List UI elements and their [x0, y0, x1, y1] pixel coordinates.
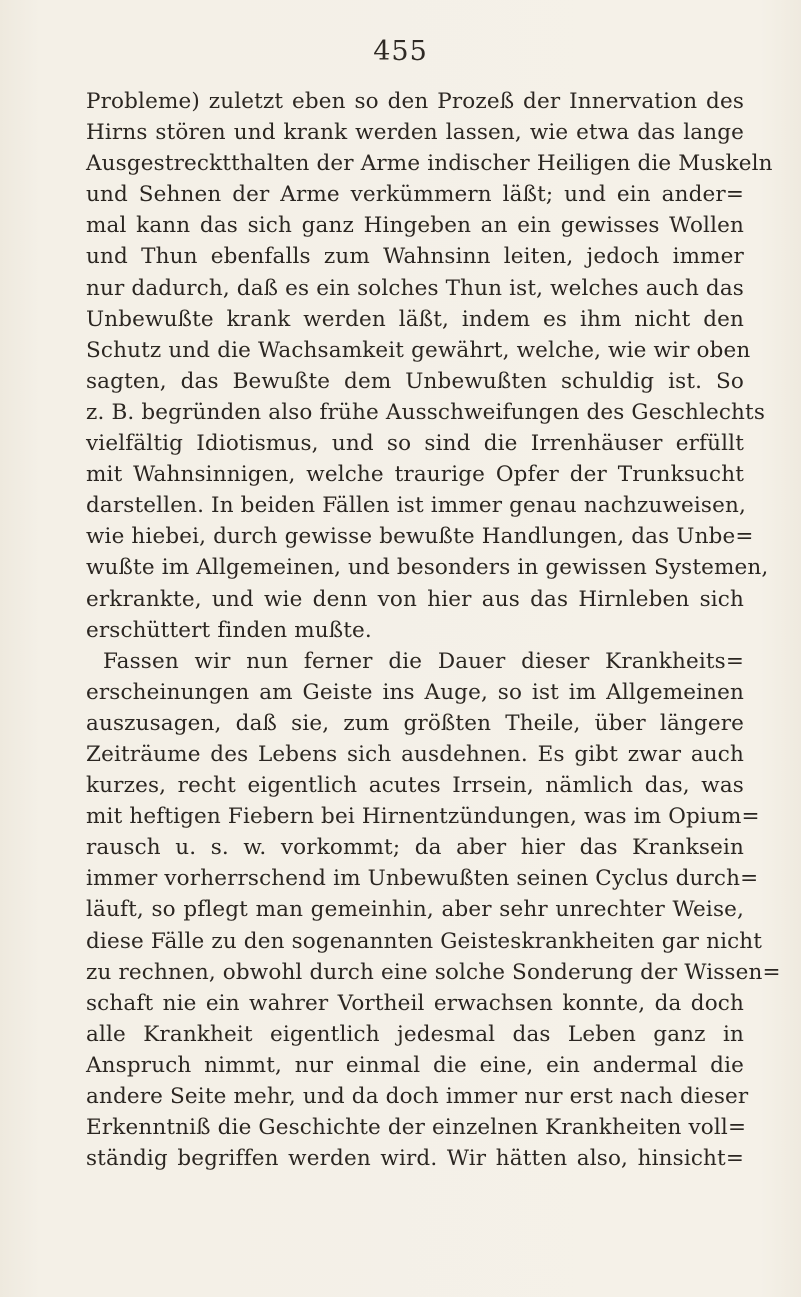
text-line: und Sehnen der Arme verkümmern läßt; und ein ander= — [86, 182, 744, 208]
text-line: auszusagen, daß sie, zum größten Theile, über längere — [86, 710, 744, 736]
page-number: 455 — [373, 36, 428, 67]
text-line: Probleme) zuletzt eben so den Prozeß der Innervation des — [86, 89, 744, 114]
text-line: wußte im Allgemeinen, und besonders in gewissen Systemen, — [86, 555, 769, 581]
text-line: immer vorherrschend im Unbewußten seinen Cyclus durch= — [86, 866, 759, 892]
text-line: erkrankte, und wie denn von hier aus das Hirnleben sich — [86, 586, 744, 612]
text-line: Zeiträume des Lebens sich ausdehnen. Es gibt zwar auch — [86, 741, 744, 767]
text-line: wie hiebei, durch gewisse bewußte Handlungen, das Unbe= — [86, 524, 754, 550]
text-line: Hirns stören und krank werden lassen, wie etwa das lange — [86, 120, 744, 146]
text-line: erschüttert finden mußte. — [86, 617, 372, 643]
text-line: Fassen wir nun ferner die Dauer dieser Krankheits= — [103, 648, 744, 674]
text-line: schaft nie ein wahrer Vortheil erwachsen konnte, da doch — [86, 990, 744, 1016]
text-line: alle Krankheit eigentlich jedesmal das Leben ganz in — [86, 1021, 744, 1047]
text-line: Erkenntniß die Geschichte der einzelnen Krankheiten voll= — [86, 1115, 747, 1141]
text-line: Unbewußte krank werden läßt, indem es ihm nicht den — [86, 306, 744, 332]
text-line: darstellen. In beiden Fällen ist immer genau nachzuweisen, — [86, 493, 746, 519]
text-line: Anspruch nimmt, nur einmal die eine, ein andermal die — [86, 1052, 744, 1078]
text-line: Schutz und die Wachsamkeit gewährt, welche, wie wir oben — [86, 337, 751, 363]
text-line: mit Wahnsinnigen, welche traurige Opfer der Trunksucht — [86, 462, 744, 488]
text-line: mal kann das sich ganz Hingeben an ein gewisses Wollen — [86, 213, 744, 239]
body-text — [86, 86, 781, 1174]
text-line: vielfältig Idiotismus, und so sind die Irrenhäuser erfüllt — [86, 431, 744, 457]
text-line: nur dadurch, daß es ein solches Thun ist, welches auch das — [86, 275, 744, 301]
text-line: z. B. begründen also frühe Ausschweifungen des Geschlechts — [86, 399, 766, 425]
text-line: läuft, so pflegt man gemeinhin, aber sehr unrechter Weise, — [86, 897, 744, 923]
text-line: sagten, das Bewußte dem Unbewußten schuldig ist. So — [86, 368, 744, 394]
text-line: mit heftigen Fiebern bei Hirnentzündungen, was im Opium= — [86, 804, 760, 830]
text-line: diese Fälle zu den sogenannten Geisteskrankheiten gar nicht — [86, 928, 763, 954]
text-line: andere Seite mehr, und da doch immer nur erst nach dieser — [86, 1084, 749, 1109]
text-line: Ausgestrecktthalten der Arme indischer Heiligen die Muskeln — [86, 151, 773, 177]
text-line: zu rechnen, obwohl durch eine solche Sonderung der Wissen= — [86, 959, 781, 985]
text-line: ständig begriffen werden wird. Wir hätten also, hinsicht= — [86, 1146, 744, 1172]
text-line: kurzes, recht eigentlich acutes Irrsein, nämlich das, was — [86, 773, 744, 799]
text-line: erscheinungen am Geiste ins Auge, so ist im Allgemeinen — [86, 679, 744, 705]
text-line: rausch u. s. w. vorkommt; da aber hier das Kranksein — [86, 835, 744, 861]
text-line: und Thun ebenfalls zum Wahnsinn leiten, jedoch immer — [86, 244, 744, 270]
